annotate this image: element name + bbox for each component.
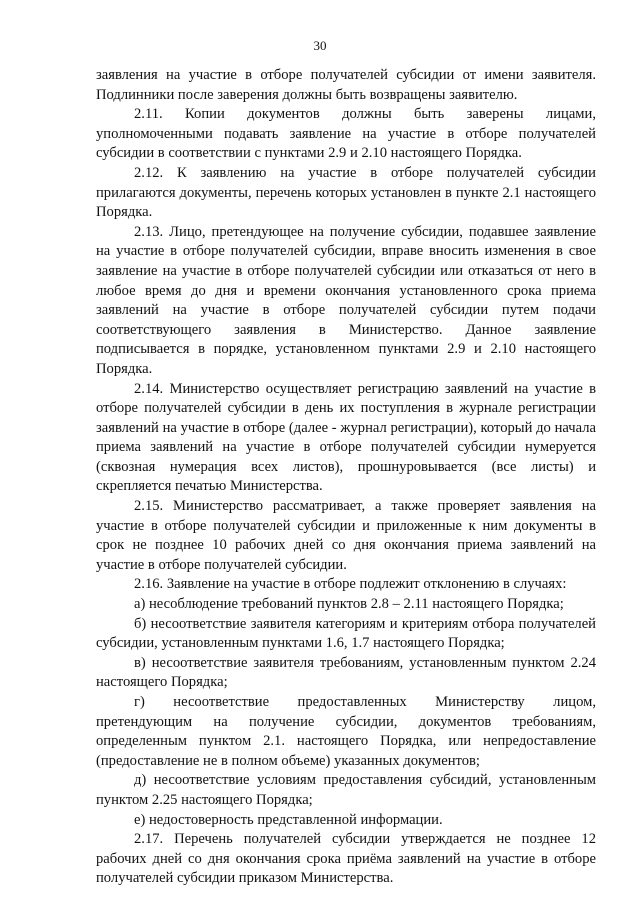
list-item-g: г) несоответствие предоставленных Министерству лицом, претендующим на получение субсидии, документов требованиям, определенным пунктом 2.1. настоящего Порядка, или непредоставление (предоставление не в полном объеме) указанных документов; <box>96 694 596 769</box>
paragraph-2-11: 2.11. Копии документов должны быть заверены лицами, уполномоченными подавать заявление на участие в отборе получателей субсидии в соответствии с пунктами 2.9 и 2.10 настоящего Порядка. <box>96 106 596 162</box>
page-number: 30 <box>313 38 327 53</box>
document-body <box>96 66 596 889</box>
list-item-v: в) несоответствие заявителя требованиям, установленным пунктом 2.24 настоящего Порядка; <box>96 654 596 691</box>
list-item-d: д) несоответствие условиям предоставления субсидий, установленным пунктом 2.25 настоящего Порядка; <box>96 772 596 808</box>
paragraph-2-13: 2.13. Лицо, претендующее на получение субсидии, подавшее заявление на участие в отборе получателей субсидии, вправе вносить изменения в свое заявление на участие в отборе получателей субсидии или отказаться от него в любое время до дня и времени окончания установленного срока приема заявлений на участие в отборе получателей субсидии путем подачи соответствующего заявления в Министерство. Данное заявление подписывается в порядке, установленном пунктами 2.9 и 2.10 настоящего Порядка. <box>96 223 596 377</box>
list-item-a: а) несоблюдение требований пунктов 2.8 – 2.11 настоящего Порядка; <box>134 596 564 613</box>
paragraph-2-14: 2.14. Министерство осуществляет регистрацию заявлений на участие в отборе получателей субсидии в день их поступления в журнале регистрации заявлений на участие в отборе (далее - журнал регистрации), который до начала приема заявлений на участие в отборе получателей субсидии нумеруется (сквозная нумерация всех листов), прошнуровывается (все листы) и скрепляется печатью Министерства. <box>96 380 596 495</box>
paragraph-2-15: 2.15. Министерство рассматривает, а также проверяет заявления на участие в отборе получателей субсидии и приложенные к ним документы в срок не позднее 10 рабочих дней со дня окончания приема заявлений на участие в отборе получателей субсидии. <box>96 498 596 573</box>
paragraph-2-12: 2.12. К заявлению на участие в отборе получателей субсидии прилагаются документы, перечень которых установлен в пункте 2.1 настоящего Порядка. <box>96 164 596 221</box>
paragraph-continuation: заявления на участие в отборе получателей субсидии от имени заявителя. Подлинники после заверения должны быть возвращены заявителю. <box>96 67 596 103</box>
list-item-b: б) несоответствие заявителя категориям и критериям отбора получателей субсидии, установленным пунктами 1.6, 1.7 настоящего Порядка; <box>96 615 596 652</box>
list-item-e: е) недостоверность представленной информации. <box>134 811 443 828</box>
paragraph-2-16: 2.16. Заявление на участие в отборе подлежит отклонению в случаях: <box>134 576 567 593</box>
paragraph-2-17: 2.17. Перечень получателей субсидии утверждается не позднее 12 рабочих дней со дня окончания срока приёма заявлений на участие в отборе получателей субсидии приказом Министерства. <box>96 831 596 887</box>
